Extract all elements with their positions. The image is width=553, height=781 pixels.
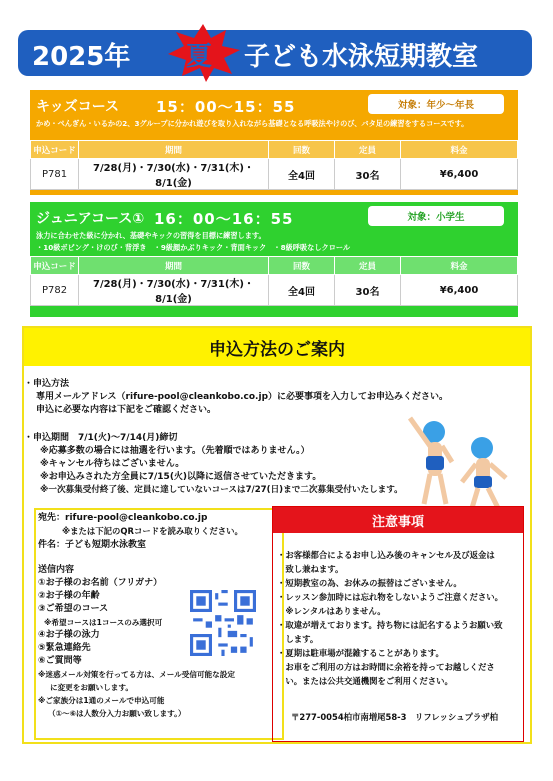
course-table <box>30 256 518 306</box>
cell-count: 全4回 <box>269 159 335 190</box>
send-note: に変更をお願いします。 <box>50 683 133 692</box>
cell-period: 7/28(月)・7/30(水)・7/31(木)・8/1(金) <box>79 159 269 190</box>
banner-year: 2025年 <box>32 42 131 72</box>
notice-line: ・短期教室の為、お休みの振替はございません。 <box>277 578 462 588</box>
cell-count: 全4回 <box>269 275 335 306</box>
col-count: 回数 <box>269 141 335 159</box>
application-section <box>22 326 532 744</box>
course-description: かめ・ぺんぎん・いるかの2、3グループに分かれ遊びを取り入れながら基礎となる呼吸法やけのび、バタ足の練習をするコースです。 <box>36 119 469 128</box>
notice-box <box>272 506 524 742</box>
address-line: ※または下記のQRコードを読み取りください。 <box>62 526 243 536</box>
course-name: ジュニアコース① <box>36 211 145 227</box>
course-description: 泳力に合わせた級に分かれ、基礎やキックの習得を目標に練習します。 <box>36 231 266 240</box>
junior-course-block <box>30 202 518 317</box>
send-item: ④お子様の泳力 <box>38 630 100 640</box>
col-period: 期間 <box>79 257 269 275</box>
period-heading: ・申込期間 7/1(火)〜7/14(月)締切 <box>24 433 178 443</box>
kids-course-block <box>30 90 518 195</box>
course-table <box>30 140 518 190</box>
target-badge: 対象：年少〜年長 <box>368 94 504 114</box>
send-item: ②お子様の年齢 <box>38 591 100 601</box>
method-line: 申込に必要な内容は下記をご確認ください。 <box>36 405 217 415</box>
course-time: 15：00〜15：55 <box>156 98 296 116</box>
swimmers-illustration <box>390 412 520 512</box>
title-banner <box>18 30 532 76</box>
period-line: ※お申込みされた方全員に7/15(火)以降に返信させていただきます。 <box>40 472 322 482</box>
col-fee: 料金 <box>401 257 518 275</box>
send-note: （①〜⑥は人数分入力お願い致します。） <box>48 709 186 718</box>
course-levels: ・10級ボビング・けのび・背浮き ・9級顔かぶりキック・背面キック ・8級呼吸なしクロール <box>36 243 351 252</box>
cell-capacity: 30名 <box>335 275 401 306</box>
notice-line: ・レッスン参加時には忘れ物をしないようご注意ください。 <box>277 592 504 602</box>
col-code: 申込コード <box>31 257 79 275</box>
cell-fee: ¥6,400 <box>401 275 518 306</box>
cell-code: P781 <box>31 159 79 190</box>
cell-period: 7/28(月)・7/30(水)・7/31(木)・8/1(金) <box>79 275 269 306</box>
col-code: 申込コード <box>31 141 79 159</box>
notice-title: 注意事項 <box>273 507 523 533</box>
course-time: 16：00〜16：55 <box>154 210 294 228</box>
notice-line: お車をご利用の方はお時間に余裕を持ってお越しくださ <box>277 662 495 672</box>
col-capacity: 定員 <box>335 257 401 275</box>
notice-line: ・夏期は駐車場が混雑することがあります。 <box>277 648 444 658</box>
address-box <box>34 508 284 740</box>
period-line: ※一次募集受付終了後、定員に達していないコースは7/27(日)まで二次募集受付いたします。 <box>40 485 403 495</box>
application-title: 申込方法のご案内 <box>24 328 530 366</box>
notice-line: ・お客様都合によるお申し込み後のキャンセル及び返金は <box>277 550 495 560</box>
banner-season: 夏 <box>186 42 213 72</box>
cell-capacity: 30名 <box>335 159 401 190</box>
send-note: ※迷惑メール対策を行ってる方は、メール受信可能な設定 <box>38 670 235 679</box>
send-note: ※希望コースは1コースのみ選択可 <box>44 618 163 627</box>
method-line: 専用メールアドレス（rifure-pool@cleankobo.co.jp）に必要事項を入力してお申込みください。 <box>36 392 449 402</box>
period-line: ※応募多数の場合には抽選を行います。（先着順ではありません。） <box>40 446 310 456</box>
address-line: 件名：子ども短期水泳教室 <box>38 540 147 550</box>
method-heading: ・申込方法 <box>24 379 70 389</box>
table-row <box>31 275 518 306</box>
qr-code-icon <box>190 590 256 656</box>
cell-code: P782 <box>31 275 79 306</box>
banner-title: 子ども水泳短期教室 <box>244 42 479 72</box>
col-fee: 料金 <box>401 141 518 159</box>
table-row <box>31 159 518 190</box>
notice-line: ※レンタルはありません。 <box>277 606 386 616</box>
cell-fee: ¥6,400 <box>401 159 518 190</box>
course-name: キッズコース <box>36 99 120 115</box>
col-period: 期間 <box>79 141 269 159</box>
period-line: ※キャンセル待ちはございません。 <box>40 459 185 469</box>
notice-line: 致し兼ねます。 <box>277 564 344 574</box>
address-line: 宛先：rifure-pool@cleankobo.co.jp <box>38 513 208 523</box>
send-item: ⑤緊急連絡先 <box>38 643 91 653</box>
col-count: 回数 <box>269 257 335 275</box>
send-note: ※ご家族分は1通のメールで申込可能 <box>38 696 165 705</box>
send-item: ①お子様のお名前（フリガナ） <box>38 578 163 588</box>
notice-line: ・取違が増えております。持ち物には記名するようお願い致 <box>277 620 503 630</box>
notice-line: い。または公共交通機関をご利用ください。 <box>277 676 453 686</box>
send-item: ③ご希望のコース <box>38 604 109 614</box>
facility-address: 〒277-0054柏市南増尾58-3 リフレッシュプラザ柏 <box>291 712 499 722</box>
col-capacity: 定員 <box>335 141 401 159</box>
target-badge: 対象：小学生 <box>368 206 504 226</box>
send-item: ⑥ご質問等 <box>38 656 82 666</box>
notice-line: します。 <box>277 634 319 644</box>
send-heading: 送信内容 <box>38 565 75 575</box>
